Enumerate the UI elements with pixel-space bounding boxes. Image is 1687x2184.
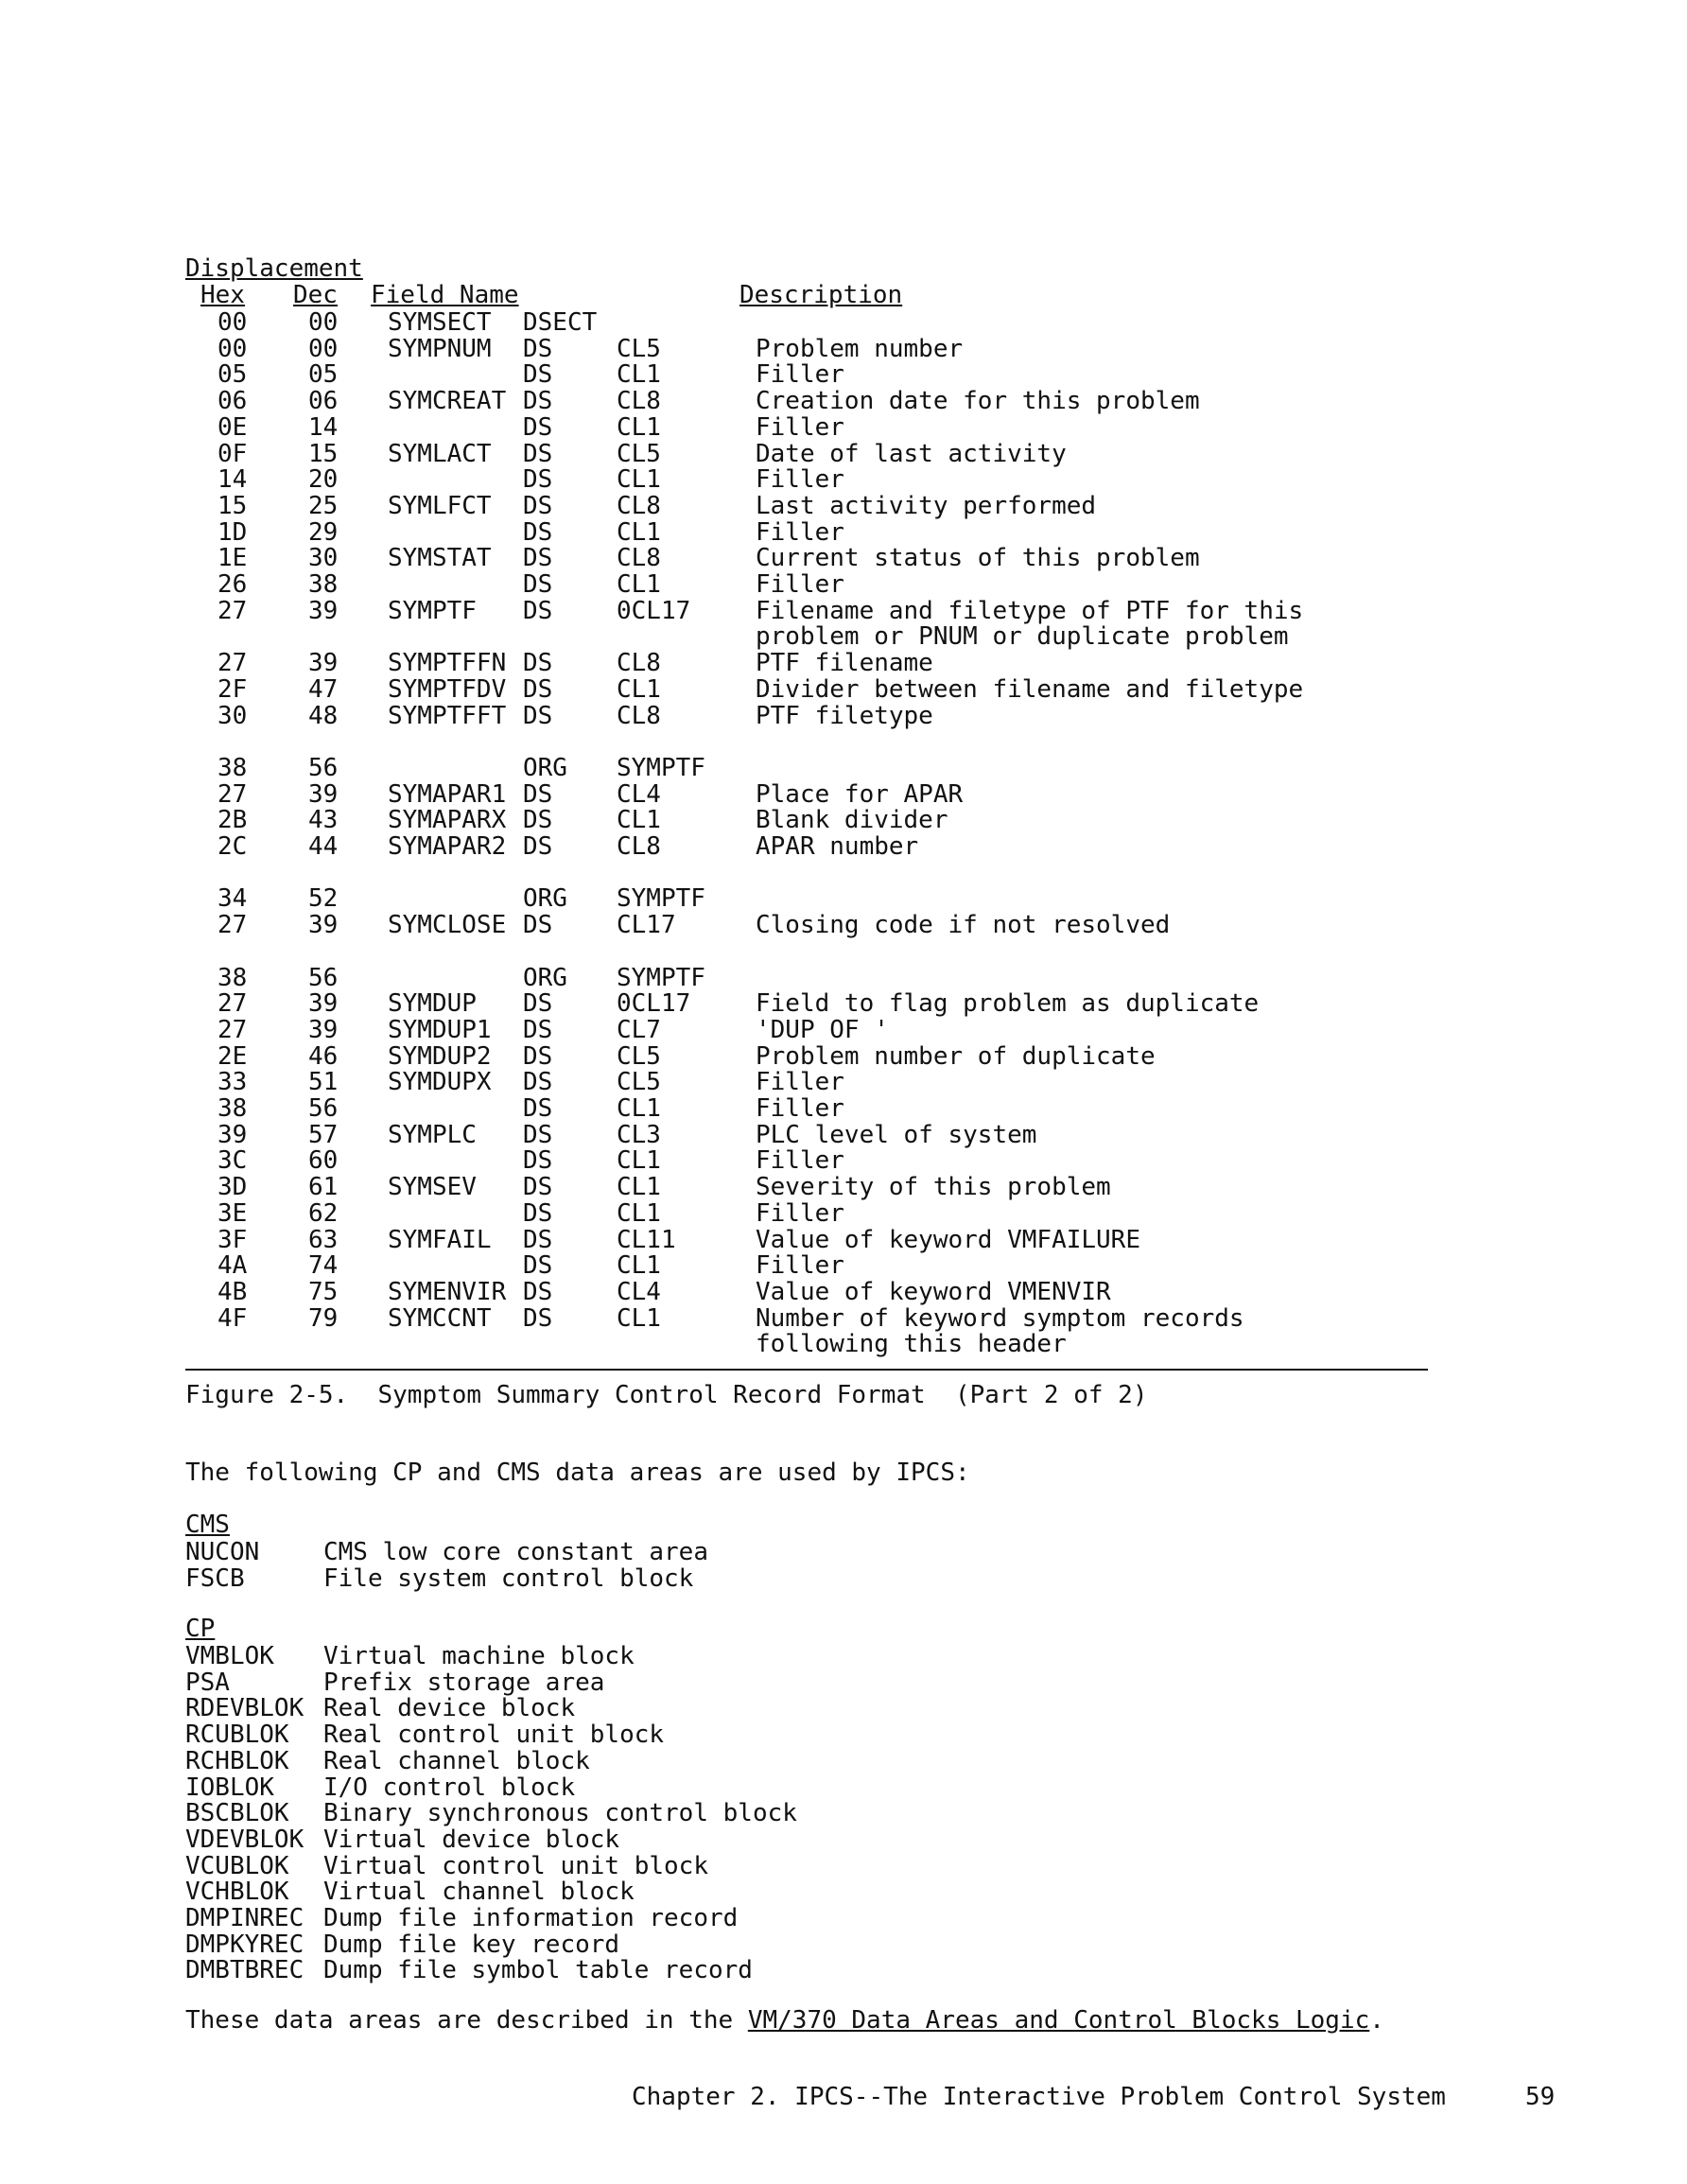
cell-hex: 06	[217, 387, 248, 416]
cell-len: CL1	[617, 1094, 661, 1123]
cell-len: CL5	[617, 439, 661, 468]
cell-dec: 38	[308, 570, 339, 599]
cell-op: DS	[523, 1146, 553, 1176]
cell-hex: 27	[217, 911, 248, 940]
cell-hex: 39	[217, 1120, 248, 1149]
cell-dec: 25	[308, 491, 339, 520]
cell-hex: 3C	[217, 1146, 248, 1176]
cell-hex: 27	[217, 779, 248, 809]
data-area-description: Real control unit block	[323, 1721, 665, 1750]
cell-hex: 00	[217, 334, 248, 363]
cell-op: DS	[523, 465, 553, 495]
cell-desc: Filler	[756, 517, 844, 547]
cell-len: CL1	[617, 1146, 661, 1176]
data-area-description: I/O control block	[323, 1773, 576, 1802]
cell-desc: Blank divider	[756, 806, 948, 835]
cell-name: SYMPLC	[388, 1120, 477, 1149]
cell-name: SYMDUP1	[388, 1015, 492, 1044]
cell-op: DS	[523, 911, 553, 940]
book-title: VM/370 Data Areas and Control Blocks Logic	[747, 2006, 1370, 2035]
cell-name: SYMAPAR2	[388, 832, 507, 861]
cell-hex: 33	[217, 1068, 248, 1097]
cell-hex: 3E	[217, 1198, 248, 1228]
cell-dec: 20	[308, 465, 339, 495]
cell-name: SYMPNUM	[388, 334, 492, 363]
data-area-description: Real device block	[323, 1694, 576, 1723]
cell-name: SYMENVIR	[388, 1277, 507, 1306]
cell-hex: 27	[217, 596, 248, 625]
cell-name: SYMAPAR1	[388, 779, 507, 809]
cell-len: CL1	[617, 412, 661, 442]
cell-len: CL17	[617, 911, 676, 940]
cell-op: DS	[523, 1173, 553, 1202]
cell-name: SYMDUPX	[388, 1068, 492, 1097]
cell-op: DS	[523, 1277, 553, 1306]
cell-desc: problem or PNUM or duplicate problem	[756, 622, 1289, 652]
cell-dec: 29	[308, 517, 339, 547]
data-area-name: NUCON	[185, 1538, 260, 1566]
data-area-name: IOBLOK	[185, 1773, 274, 1802]
cell-dec: 75	[308, 1277, 339, 1306]
figure-caption: Figure 2-5. Symptom Summary Control Record Format (Part 2 of 2)	[185, 1381, 1148, 1409]
cell-dec: 60	[308, 1146, 339, 1176]
cell-hex: 4F	[217, 1303, 248, 1333]
cell-len: CL1	[617, 465, 661, 495]
cell-op: DS	[523, 517, 553, 547]
cell-desc: Value of keyword VMFAILURE	[756, 1225, 1140, 1254]
cell-name: SYMCREAT	[388, 387, 507, 416]
cell-name: SYMSTAT	[388, 544, 492, 573]
cell-len: CL1	[617, 570, 661, 599]
cell-name: SYMDUP2	[388, 1041, 492, 1071]
cell-hex: 2E	[217, 1041, 248, 1071]
cell-desc: Filler	[756, 465, 844, 495]
cell-dec: 30	[308, 544, 339, 573]
cell-len: CL1	[617, 1198, 661, 1228]
cell-desc: Problem number	[756, 334, 964, 363]
cell-op: DSECT	[523, 308, 598, 337]
cell-dec: 74	[308, 1251, 339, 1281]
data-area-name: FSCB	[185, 1564, 245, 1593]
cell-op: DS	[523, 570, 553, 599]
cell-len: CL3	[617, 1120, 661, 1149]
page-number: 59	[1525, 2083, 1556, 2111]
data-area-name: PSA	[185, 1668, 230, 1697]
data-area-name: RCHBLOK	[185, 1746, 289, 1775]
data-area-description: Virtual device block	[323, 1825, 620, 1854]
cell-dec: 06	[308, 387, 339, 416]
cell-hex: 3D	[217, 1173, 248, 1202]
cell-desc: Value of keyword VMENVIR	[756, 1277, 1111, 1306]
cell-len: SYMPTF	[617, 884, 705, 914]
cell-desc: Filler	[756, 412, 844, 442]
data-area-name: BSCBLOK	[185, 1799, 289, 1828]
cell-name: SYMLFCT	[388, 491, 492, 520]
cell-hex: 1E	[217, 544, 248, 573]
cell-hex: 27	[217, 989, 248, 1019]
cell-hex: 34	[217, 884, 248, 914]
cell-op: DS	[523, 1198, 553, 1228]
cell-len: CL1	[617, 1303, 661, 1333]
data-area-name: DMPKYREC	[185, 1930, 304, 1959]
data-area-description: Virtual machine block	[323, 1642, 635, 1670]
cell-dec: 39	[308, 911, 339, 940]
cell-op: DS	[523, 387, 553, 416]
figure-rule	[185, 1369, 1428, 1371]
cell-hex: 30	[217, 701, 248, 730]
chapter-footer: Chapter 2. IPCS--The Interactive Problem Control System	[632, 2083, 1446, 2111]
cell-dec: 39	[308, 779, 339, 809]
cell-desc: 'DUP OF '	[756, 1015, 889, 1044]
cell-hex: 4A	[217, 1251, 248, 1281]
cell-len: CL8	[617, 544, 661, 573]
cell-desc: Date of last activity	[756, 439, 1067, 468]
cell-name: SYMPTF	[388, 596, 477, 625]
cell-name: SYMSEV	[388, 1173, 477, 1202]
cell-op: DS	[523, 360, 553, 390]
cell-hex: 2F	[217, 674, 248, 704]
cell-len: 0CL17	[617, 989, 691, 1019]
cell-op: DS	[523, 439, 553, 468]
cell-op: ORG	[523, 753, 567, 782]
cell-desc: Creation date for this problem	[756, 387, 1200, 416]
cell-desc: APAR number	[756, 832, 919, 861]
cell-op: ORG	[523, 884, 567, 914]
cell-dec: 51	[308, 1068, 339, 1097]
cell-dec: 39	[308, 596, 339, 625]
cell-name: SYMPTFDV	[388, 674, 507, 704]
cell-op: DS	[523, 779, 553, 809]
data-area-description: Real channel block	[323, 1746, 590, 1775]
data-area-name: VMBLOK	[185, 1642, 274, 1670]
cell-desc: Filler	[756, 1094, 844, 1123]
cell-name: SYMCCNT	[388, 1303, 492, 1333]
cell-dec: 56	[308, 963, 339, 992]
cell-desc: Divider between filename and filetype	[756, 674, 1304, 704]
cell-desc: Place for APAR	[756, 779, 964, 809]
cell-dec: 47	[308, 674, 339, 704]
cell-dec: 63	[308, 1225, 339, 1254]
cell-len: CL4	[617, 1277, 661, 1306]
cell-desc: Closing code if not resolved	[756, 911, 1171, 940]
cell-hex: 05	[217, 360, 248, 390]
cell-dec: 56	[308, 753, 339, 782]
cell-desc: Filename and filetype of PTF for this	[756, 596, 1304, 625]
cell-op: DS	[523, 1041, 553, 1071]
data-area-description: Virtual control unit block	[323, 1851, 708, 1880]
data-area-description: File system control block	[323, 1564, 694, 1593]
cell-op: DS	[523, 701, 553, 730]
cell-hex: 38	[217, 753, 248, 782]
cell-len: CL1	[617, 360, 661, 390]
cell-len: CL8	[617, 387, 661, 416]
cell-hex: 27	[217, 649, 248, 678]
cell-desc: Filler	[756, 360, 844, 390]
cell-name: SYMPTFFT	[388, 701, 507, 730]
cell-hex: 2B	[217, 806, 248, 835]
data-area-description: Binary synchronous control block	[323, 1799, 797, 1828]
cell-hex: 26	[217, 570, 248, 599]
cell-desc: Filler	[756, 1146, 844, 1176]
cell-desc: Filler	[756, 1068, 844, 1097]
cell-len: CL1	[617, 806, 661, 835]
cell-desc: Number of keyword symptom records	[756, 1303, 1244, 1333]
data-area-description: Virtual channel block	[323, 1878, 635, 1907]
cell-dec: 44	[308, 832, 339, 861]
cell-op: DS	[523, 832, 553, 861]
cell-hex: 1D	[217, 517, 248, 547]
cell-len: CL1	[617, 1173, 661, 1202]
cell-dec: 52	[308, 884, 339, 914]
cell-op: DS	[523, 596, 553, 625]
cell-dec: 15	[308, 439, 339, 468]
cell-len: SYMPTF	[617, 963, 705, 992]
data-area-name: VDEVBLOK	[185, 1825, 304, 1854]
cell-dec: 14	[308, 412, 339, 442]
cell-dec: 61	[308, 1173, 339, 1202]
cell-len: CL7	[617, 1015, 661, 1044]
cell-name: SYMSECT	[388, 308, 492, 337]
cell-dec: 00	[308, 334, 339, 363]
cell-len: CL8	[617, 701, 661, 730]
intro-paragraph: The following CP and CMS data areas are used by IPCS:	[185, 1459, 970, 1487]
cell-dec: 43	[308, 806, 339, 835]
data-area-name: RCUBLOK	[185, 1721, 289, 1750]
cell-desc: Filler	[756, 1251, 844, 1281]
closing-prefix: These data areas are described in the	[185, 2006, 748, 2035]
hex-column-header: Hex	[200, 281, 245, 309]
displacement-heading: Displacement	[185, 254, 363, 283]
cell-name: SYMAPARX	[388, 806, 507, 835]
cell-desc: PTF filename	[756, 649, 933, 678]
data-area-description: CMS low core constant area	[323, 1538, 708, 1566]
cell-op: DS	[523, 1120, 553, 1149]
cell-name: SYMCLOSE	[388, 911, 507, 940]
cell-len: CL5	[617, 334, 661, 363]
cell-dec: 62	[308, 1198, 339, 1228]
cell-desc: Filler	[756, 1198, 844, 1228]
cell-op: DS	[523, 989, 553, 1019]
cell-name: SYMFAIL	[388, 1225, 492, 1254]
cell-op: DS	[523, 412, 553, 442]
closing-suffix: .	[1369, 2006, 1384, 2035]
cp-heading: CP	[185, 1615, 216, 1643]
cell-len: CL4	[617, 779, 661, 809]
cell-hex: 15	[217, 491, 248, 520]
cell-op: ORG	[523, 963, 567, 992]
cell-name: SYMPTFFN	[388, 649, 507, 678]
data-area-name: VCHBLOK	[185, 1878, 289, 1907]
cell-len: CL1	[617, 674, 661, 704]
cell-len: CL5	[617, 1068, 661, 1097]
cell-op: DS	[523, 1068, 553, 1097]
cell-hex: 38	[217, 963, 248, 992]
cell-desc: Filler	[756, 570, 844, 599]
cell-desc: Severity of this problem	[756, 1173, 1111, 1202]
cell-hex: 00	[217, 308, 248, 337]
cell-op: DS	[523, 674, 553, 704]
cell-hex: 2C	[217, 832, 248, 861]
cell-op: DS	[523, 1303, 553, 1333]
cell-dec: 00	[308, 308, 339, 337]
cell-desc: Field to flag problem as duplicate	[756, 989, 1260, 1019]
cell-dec: 39	[308, 989, 339, 1019]
cell-hex: 27	[217, 1015, 248, 1044]
cell-len: CL8	[617, 649, 661, 678]
cms-heading: CMS	[185, 1511, 230, 1539]
data-area-name: RDEVBLOK	[185, 1694, 304, 1723]
cell-op: DS	[523, 544, 553, 573]
cell-op: DS	[523, 649, 553, 678]
cell-hex: 4B	[217, 1277, 248, 1306]
cell-op: DS	[523, 491, 553, 520]
cell-desc: Current status of this problem	[756, 544, 1200, 573]
cell-dec: 39	[308, 1015, 339, 1044]
cell-hex: 3F	[217, 1225, 248, 1254]
cell-len: CL8	[617, 832, 661, 861]
cell-len: SYMPTF	[617, 753, 705, 782]
cell-dec: 39	[308, 649, 339, 678]
cell-len: CL1	[617, 1251, 661, 1281]
field-name-column-header: Field Name	[371, 281, 519, 309]
data-area-description: Dump file information record	[323, 1904, 739, 1932]
cell-desc: Problem number of duplicate	[756, 1041, 1156, 1071]
cell-name: SYMLACT	[388, 439, 492, 468]
cell-desc: following this header	[756, 1330, 1067, 1359]
cell-dec: 48	[308, 701, 339, 730]
data-area-name: VCUBLOK	[185, 1851, 289, 1880]
cell-dec: 46	[308, 1041, 339, 1071]
cell-dec: 79	[308, 1303, 339, 1333]
cell-len: 0CL17	[617, 596, 691, 625]
cell-hex: 14	[217, 465, 248, 495]
cell-op: DS	[523, 1015, 553, 1044]
cell-len: CL1	[617, 517, 661, 547]
cell-desc: PLC level of system	[756, 1120, 1037, 1149]
cell-desc: PTF filetype	[756, 701, 933, 730]
cell-len: CL8	[617, 491, 661, 520]
cell-len: CL11	[617, 1225, 676, 1254]
description-column-header: Description	[739, 281, 903, 309]
cell-op: DS	[523, 334, 553, 363]
data-area-description: Dump file key record	[323, 1930, 620, 1959]
data-area-description: Prefix storage area	[323, 1668, 605, 1697]
data-area-name: DMPINREC	[185, 1904, 304, 1932]
cell-dec: 57	[308, 1120, 339, 1149]
cell-dec: 56	[308, 1094, 339, 1123]
cell-dec: 05	[308, 360, 339, 390]
cell-name: SYMDUP	[388, 989, 477, 1019]
dec-column-header: Dec	[293, 281, 338, 309]
data-area-description: Dump file symbol table record	[323, 1956, 753, 1985]
cell-hex: 38	[217, 1094, 248, 1123]
cell-desc: Last activity performed	[756, 491, 1097, 520]
cell-op: DS	[523, 1094, 553, 1123]
cell-hex: 0E	[217, 412, 248, 442]
closing-paragraph	[185, 2007, 1384, 2034]
cell-len: CL5	[617, 1041, 661, 1071]
cell-op: DS	[523, 806, 553, 835]
data-area-name: DMBTBREC	[185, 1956, 304, 1985]
cell-op: DS	[523, 1251, 553, 1281]
cell-hex: 0F	[217, 439, 248, 468]
cell-op: DS	[523, 1225, 553, 1254]
